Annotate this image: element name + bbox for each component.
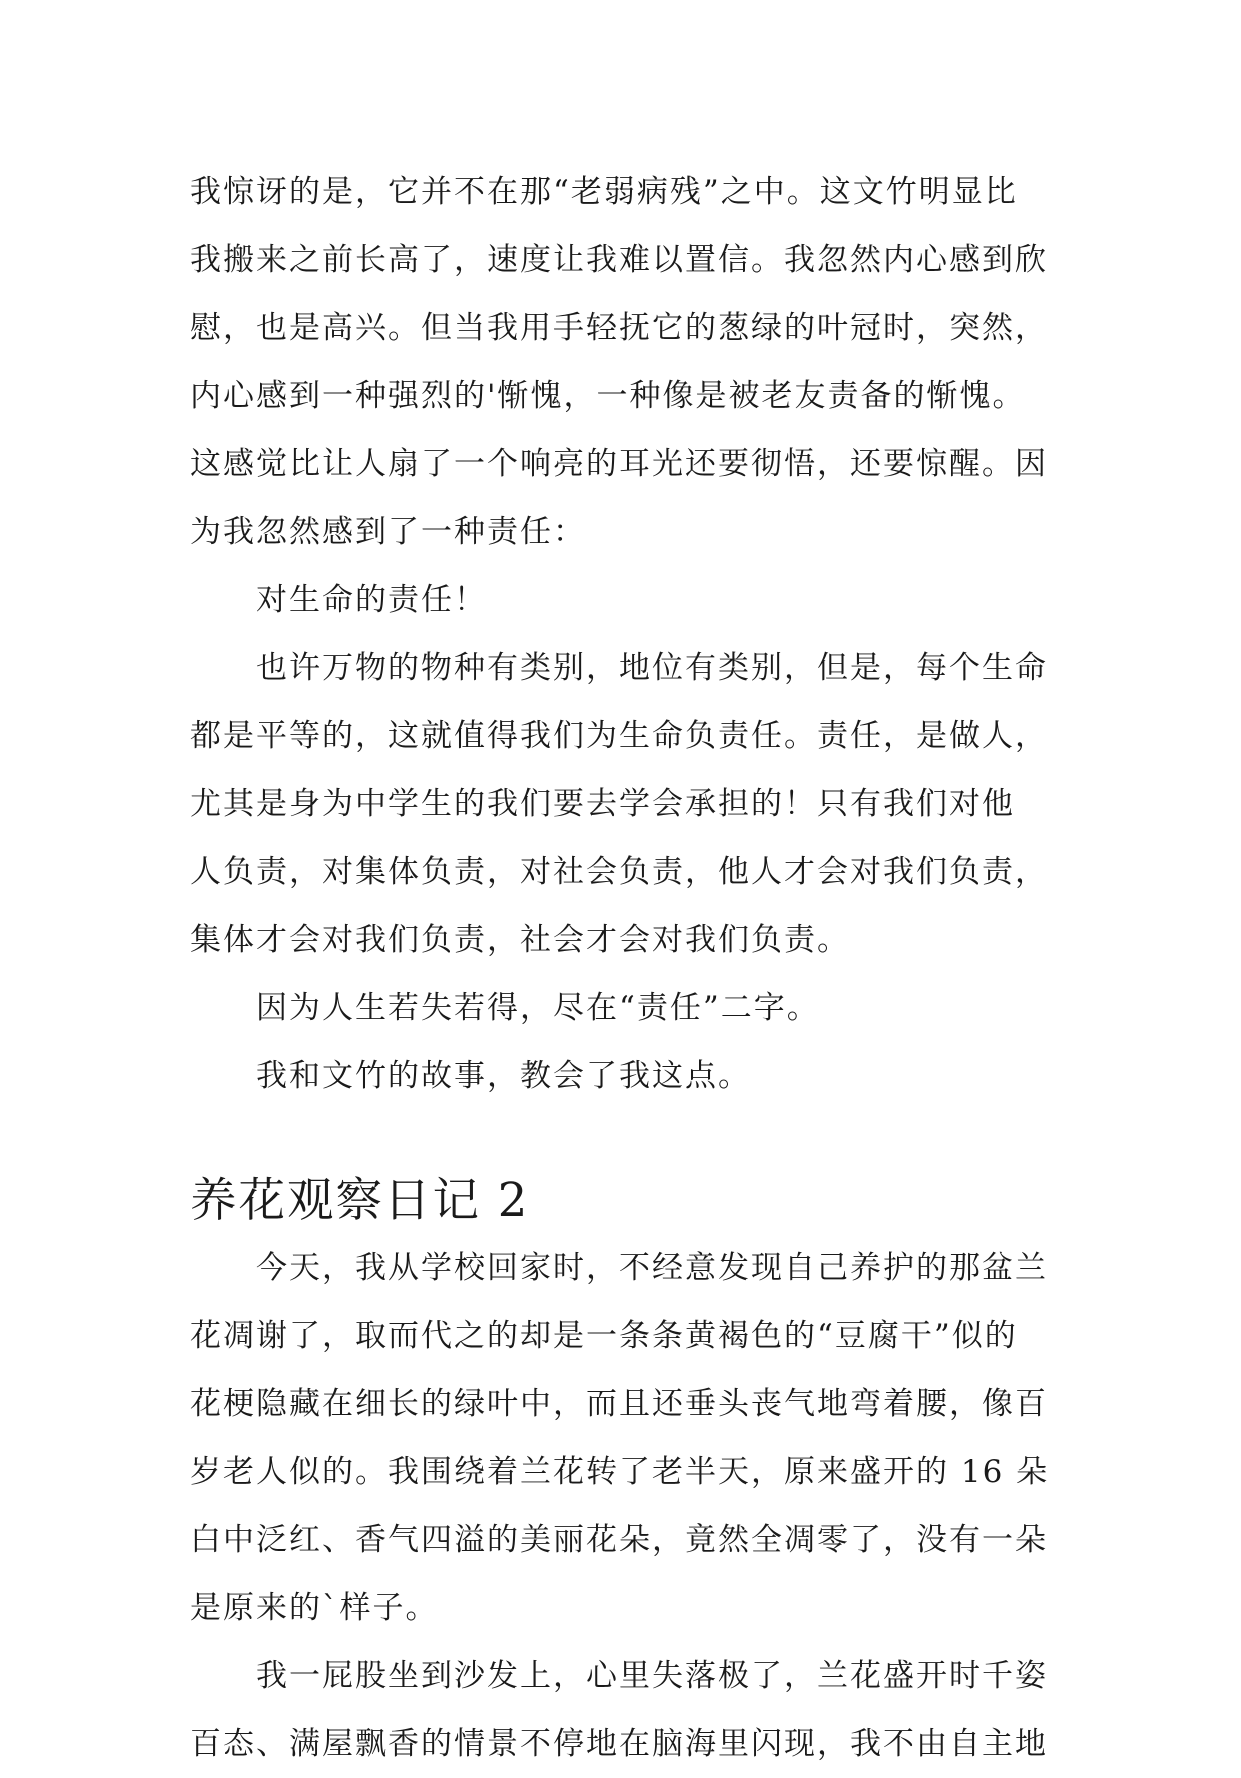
text-line: 百态、满屋飘香的情景不停地在脑海里闪现，我不由自主地 [190,1726,1048,1762]
document-body [190,158,1070,1778]
text-line: 内心感到一种强烈的'惭愧，一种像是被老友责备的惭愧。 [190,378,1026,414]
text-line: 这感觉比让人扇了一个响亮的耳光还要彻悟，还要惊醒。因 [190,446,1048,482]
paragraph-story-lesson: 我和文竹的故事，教会了我这点。 [256,1058,751,1094]
text-line: 我一屁股坐到沙发上，心里失落极了，兰花盛开时千姿 [256,1658,1048,1694]
paragraph-orchid-wilted [190,1234,1070,1642]
text-line: 慰，也是高兴。但当我用手轻抚它的葱绿的叶冠时，突然， [190,310,1048,346]
text-line: 为我忽然感到了一种责任： [190,514,586,550]
text-line: 都是平等的，这就值得我们为生命负责任。责任，是做人， [190,718,1048,754]
text-line: 集体才会对我们负责，社会才会对我们负责。 [190,922,850,958]
paragraph-continuation [190,158,1070,566]
paragraph-sofa [190,1642,1070,1778]
section-title: 养花观察日记 2 [190,1173,530,1227]
text-line: 岁老人似的。我围绕着兰花转了老半天，原来盛开的 16 朵 [190,1454,1050,1490]
text-line: 花梗隐藏在细长的绿叶中，而且还垂头丧气地弯着腰，像百 [190,1386,1048,1422]
text-line: 也许万物的物种有类别，地位有类别，但是，每个生命 [256,650,1048,686]
text-line: 今天，我从学校回家时，不经意发现自己养护的那盆兰 [256,1250,1048,1286]
text-line: 花凋谢了，取而代之的却是一条条黄褐色的“豆腐干”似的 [190,1318,1018,1354]
text-line: 我搬来之前长高了，速度让我难以置信。我忽然内心感到欣 [190,242,1048,278]
paragraph-life-gains: 因为人生若失若得，尽在“责任”二字。 [256,990,820,1026]
text-line: 我惊讶的是，它并不在那“老弱病残”之中。这文竹明显比 [190,174,1018,210]
paragraph-responsibility: 对生命的责任！ [256,582,487,618]
text-line: 是原来的`样子。 [190,1590,439,1626]
text-line: 白中泛红、香气四溢的美丽花朵，竟然全凋零了，没有一朵 [190,1522,1048,1558]
text-line: 人负责，对集体负责，对社会负责，他人才会对我们负责， [190,854,1048,890]
section-gap [190,1110,1070,1166]
text-line: 尤其是身为中学生的我们要去学会承担的！只有我们对他 [190,786,1015,822]
paragraph-equality [190,634,1070,974]
